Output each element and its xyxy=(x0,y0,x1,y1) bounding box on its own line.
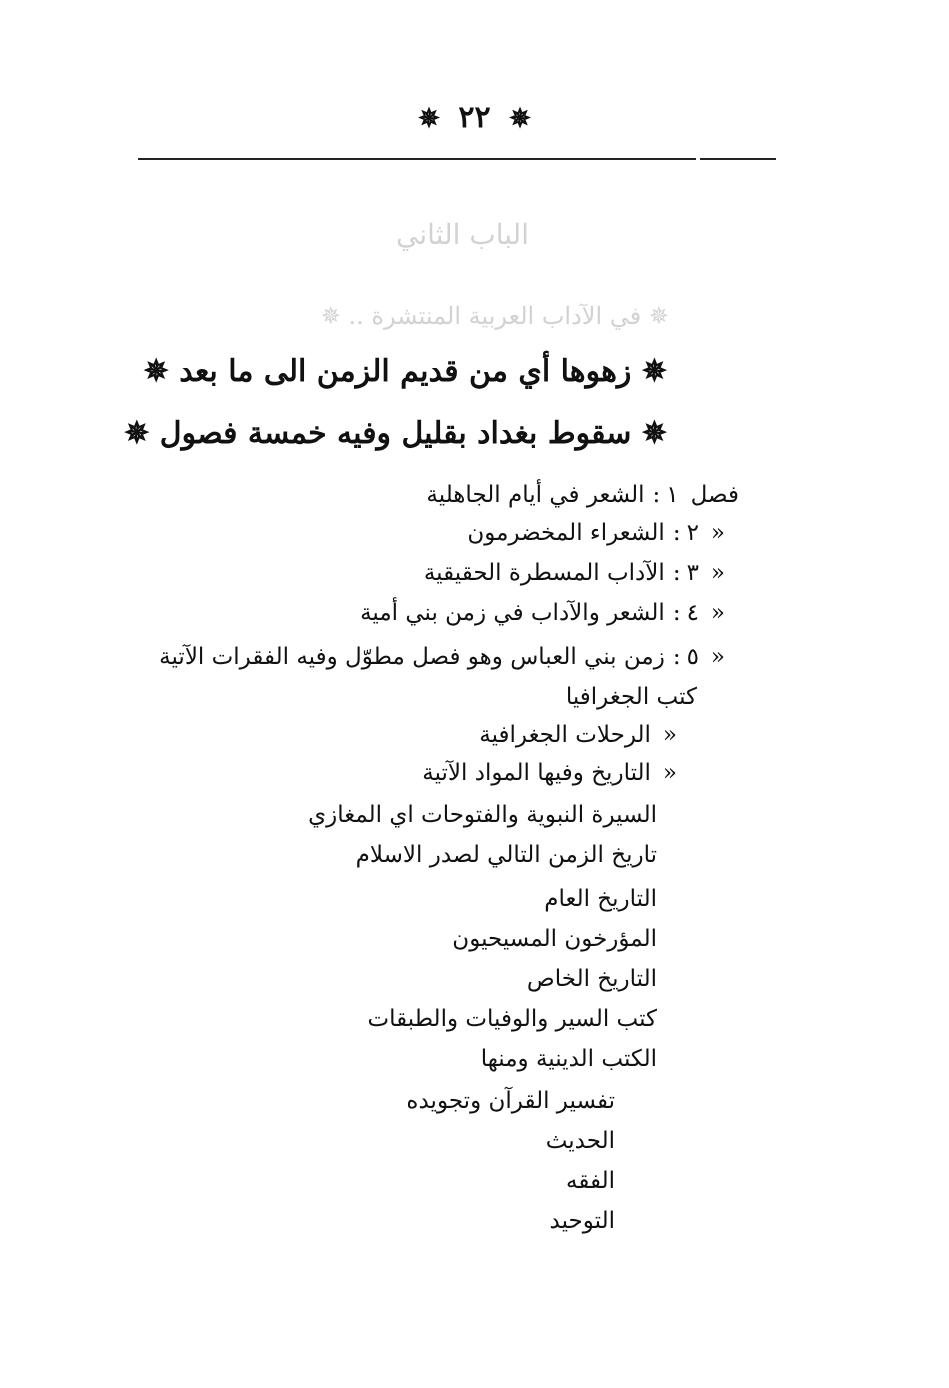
ornament-star-icon: ✵ xyxy=(648,302,669,330)
chapter-separator: : xyxy=(672,560,681,586)
ornament-star-icon: ✵ xyxy=(509,104,531,134)
subsection-geography: كتب الجغرافيا xyxy=(565,684,697,710)
ornament-star-icon: ✵ xyxy=(320,302,341,330)
chapter-title: الآداب المسطرة الحقيقية xyxy=(423,560,665,586)
ornament-star-icon: ✵ xyxy=(641,416,667,451)
subsection-history-text: التاريخ وفيها المواد الآتية xyxy=(422,760,651,786)
chapter-number: ٢ xyxy=(686,520,699,546)
chapter-prefix: « xyxy=(710,644,725,670)
ditto-mark: « xyxy=(662,760,677,786)
religious-item: تفسير القرآن وتجويده xyxy=(406,1088,615,1114)
header-rule xyxy=(138,158,696,160)
section-subtitle xyxy=(321,302,669,330)
chapter-number: ٣ xyxy=(686,560,699,586)
history-item: الكتب الدينية ومنها xyxy=(480,1046,657,1072)
chapter-prefix: « xyxy=(710,560,725,586)
chapter-title: الشعراء المخضرمون xyxy=(467,520,665,546)
chapter-prefix: فصل xyxy=(690,482,739,508)
chapter-prefix: « xyxy=(710,520,725,546)
chapter-prefix: « xyxy=(710,600,725,626)
chapter-line xyxy=(426,480,739,510)
religious-item: الحديث xyxy=(545,1128,615,1154)
chapter-line xyxy=(424,558,725,588)
ornament-star-icon: ✵ xyxy=(641,354,667,389)
page-number-value: ٢٢ xyxy=(458,100,491,135)
chapter-title: الشعر والآداب في زمن بني أمية xyxy=(360,600,665,626)
heading-1 xyxy=(144,354,667,389)
history-item: التاريخ العام xyxy=(544,886,657,912)
heading-1-text: زهوها أي من قديم الزمن الى ما بعد xyxy=(179,354,632,389)
chapter-separator: : xyxy=(672,644,681,670)
chapter-number: ٤ xyxy=(686,600,699,626)
history-item: السيرة النبوية والفتوحات اي المغازي xyxy=(308,802,657,828)
heading-2 xyxy=(124,416,667,451)
history-item: المؤرخون المسيحيون xyxy=(452,926,657,952)
history-item: كتب السير والوفيات والطبقات xyxy=(367,1006,657,1032)
subsection-history xyxy=(422,758,677,788)
chapter-number: ٥ xyxy=(686,644,699,670)
subsection-journeys xyxy=(479,720,677,750)
section-title: الباب الثاني xyxy=(396,218,529,251)
chapter-separator: : xyxy=(672,600,681,626)
ditto-mark: « xyxy=(662,722,677,748)
header-rule-short xyxy=(700,158,776,160)
ornament-star-icon: ✵ xyxy=(143,354,169,389)
chapter-separator: : xyxy=(672,520,681,546)
chapter-separator: : xyxy=(652,482,661,508)
chapter-title: زمن بني العباس وهو فصل مطوّل وفيه الفقرات الآتية xyxy=(159,644,665,670)
chapter-title: الشعر في أيام الجاهلية xyxy=(426,482,645,508)
subsection-journeys-text: الرحلات الجغرافية xyxy=(479,722,651,748)
ornament-star-icon: ✵ xyxy=(418,104,440,134)
chapter-line xyxy=(360,598,725,628)
religious-item: التوحيد xyxy=(549,1208,615,1234)
chapter-number: ١ xyxy=(666,482,679,508)
ornament-star-icon: ✵ xyxy=(124,416,150,451)
section-subtitle-text: في الآداب العربية المنتشرة .. xyxy=(348,302,642,330)
chapter-line xyxy=(467,518,725,548)
history-item: تاريخ الزمن التالي لصدر الاسلام xyxy=(355,842,657,868)
history-item: التاريخ الخاص xyxy=(526,966,657,992)
religious-item: الفقه xyxy=(566,1168,615,1194)
chapter-line xyxy=(159,642,725,672)
page-number xyxy=(0,100,949,135)
heading-2-text: سقوط بغداد بقليل وفيه خمسة فصول xyxy=(159,416,632,451)
